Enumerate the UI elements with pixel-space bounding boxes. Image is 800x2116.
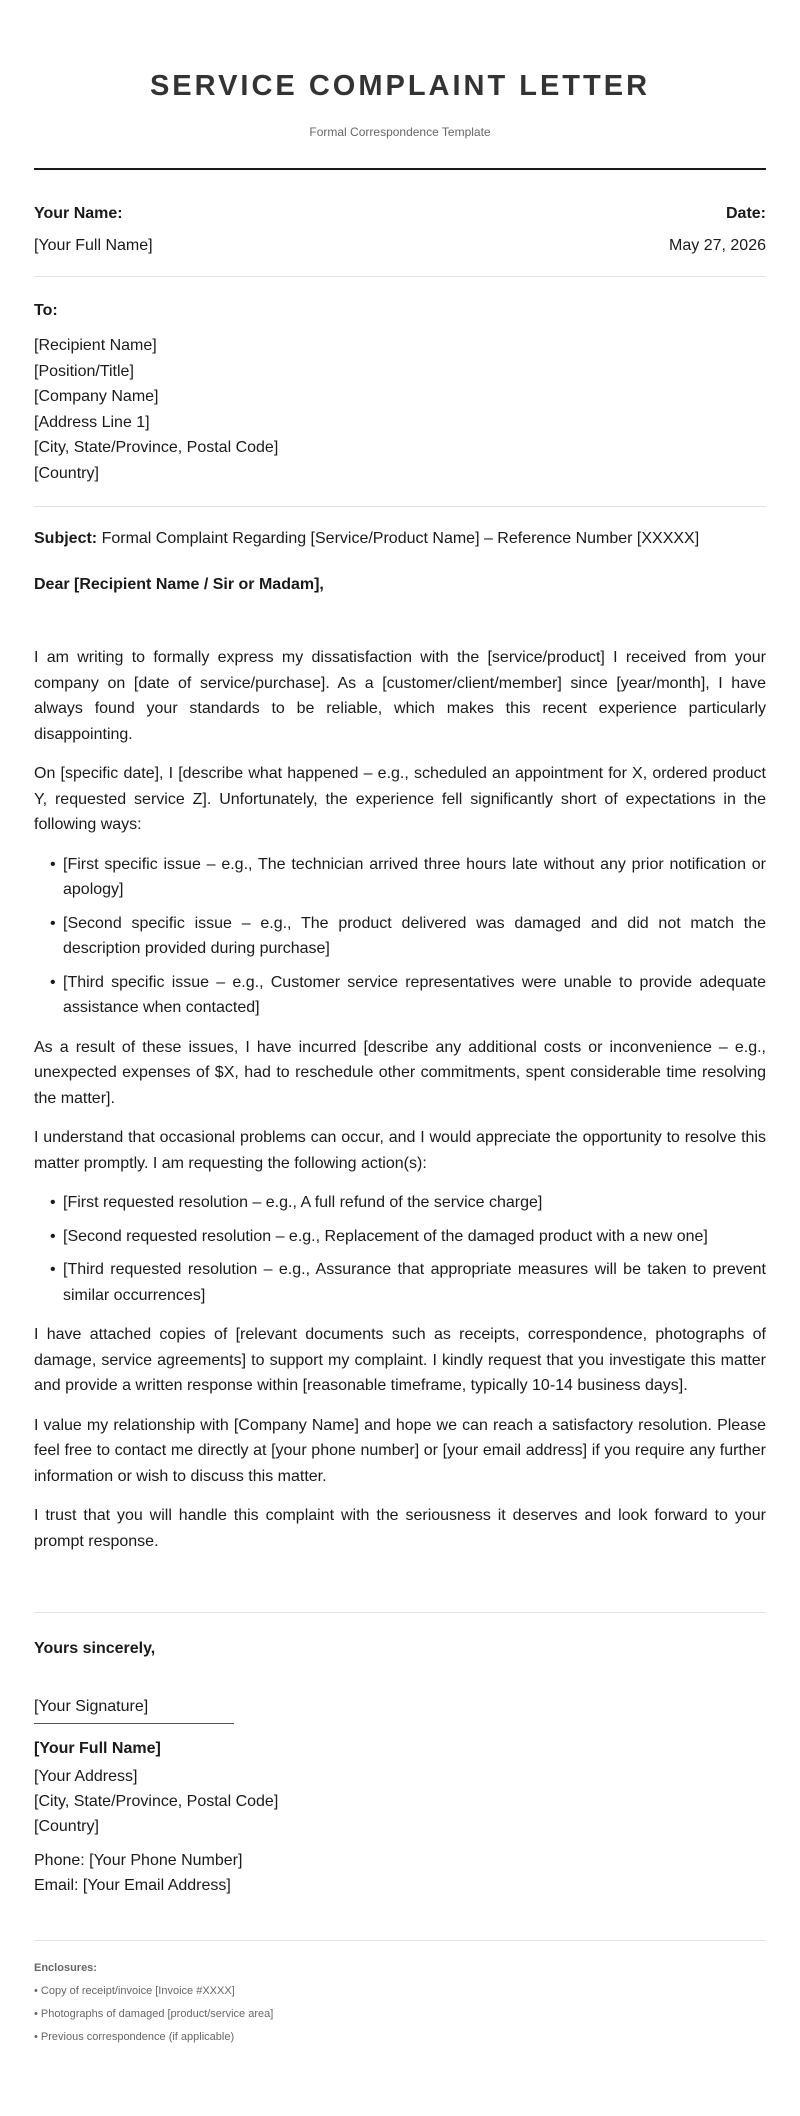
bullet-glyph: • <box>50 914 56 932</box>
date-label: Date: <box>725 205 766 222</box>
recipient-address-line: [Address Line 1] <box>34 413 150 431</box>
enclosure-item: • Photographs of damaged [product/service area] <box>34 2008 274 2020</box>
issue-text: [Second specific issue – e.g., The product delivered was damaged and did not match the description provided during purchase] <box>63 914 766 957</box>
sender-country: [Country] <box>34 1818 99 1835</box>
body-paragraph: As a result of these issues, I have incurred [describe any additional costs or inconvenience – e.g., unexpected expenses of $X, had to reschedule other commitments, spent considerable time resolving the matter]. <box>34 1038 766 1107</box>
page-subtitle: Formal Correspondence Template <box>309 125 491 139</box>
list-item <box>50 1257 766 1308</box>
issue-text: [First specific issue – e.g., The technician arrived three hours late without any prior notification or apology] <box>63 855 766 898</box>
letter-body <box>34 645 766 1554</box>
recipient-position: [Position/Title] <box>34 362 134 380</box>
subject-line <box>34 529 766 549</box>
sender-phone: Phone: [Your Phone Number] <box>34 1852 243 1869</box>
bullet-glyph: • <box>50 1227 56 1245</box>
recipient-name: [Recipient Name] <box>34 337 157 354</box>
body-paragraph: I have attached copies of [relevant documents such as receipts, correspondence, photographs of damage, service agreements] to support my complaint. I kindly request that you investigate this matter and provide a written response within [reasonable timeframe, typically 10-14 business days]. <box>34 1326 766 1394</box>
subject-text: Formal Complaint Regarding [Service/Product Name] – Reference Number [XXXXX] <box>101 530 700 547</box>
recipient-city: [City, State/Province, Postal Code] <box>34 439 279 456</box>
body-paragraph: I understand that occasional problems can occur, and I would appreciate the opportunity to resolve this matter promptly. I am requesting the following action(s): <box>34 1129 766 1172</box>
resolutions-list <box>34 1190 766 1308</box>
enclosures-title: Enclosures: <box>34 1962 97 1974</box>
issue-text: [Third specific issue – e.g., Customer service representatives were unable to provide adequate assistance when contacted] <box>63 973 766 1016</box>
list-item <box>50 1224 766 1250</box>
bullet-glyph: • <box>50 1194 56 1211</box>
sender-address <box>34 1764 766 1839</box>
letter-header <box>34 0 766 140</box>
list-item <box>50 852 766 903</box>
sender-email: Email: [Your Email Address] <box>34 1877 231 1894</box>
enclosures-block <box>34 1961 766 2044</box>
section-divider <box>34 506 766 507</box>
recipient-address <box>34 333 766 486</box>
list-item <box>50 970 766 1021</box>
subject-label: Subject: <box>34 530 98 547</box>
issues-list <box>34 852 766 1021</box>
enclosure-item: • Copy of receipt/invoice [Invoice #XXXX] <box>34 1985 235 1997</box>
list-item <box>50 911 766 962</box>
section-divider <box>34 276 766 277</box>
enclosure-item: • Previous correspondence (if applicable) <box>34 2031 235 2043</box>
bullet-glyph: • <box>50 855 56 873</box>
date-block <box>669 204 766 256</box>
page-title: SERVICE COMPLAINT LETTER <box>149 70 651 102</box>
body-paragraph: I trust that you will handle this complaint with the seriousness it deserves and look forward to your prompt response. <box>34 1507 766 1550</box>
sender-contact <box>34 1848 766 1898</box>
resolution-text: [Second requested resolution – e.g., Replacement of the damaged product with a new one] <box>63 1227 708 1245</box>
signature-line: [Your Signature] <box>34 1697 234 1724</box>
body-paragraph: I am writing to formally express my dissatisfaction with the [service/product] I received from your company on [date of service/purchase]. As a [customer/client/member] since [year/month], I have always found your standards to be reliable, which makes this recent experience particularly disappointing. <box>34 649 766 743</box>
bullet-glyph: • <box>50 973 56 991</box>
recipient-block <box>34 301 766 486</box>
resolution-text: [Third requested resolution – e.g., Assurance that appropriate measures will be taken to prevent similar occurrences] <box>63 1261 766 1304</box>
section-divider <box>34 1940 766 1941</box>
sender-name-block <box>34 204 153 256</box>
recipient-country: [Country] <box>34 464 99 482</box>
your-name-label: Your Name: <box>34 205 123 222</box>
recipient-label: To: <box>34 302 58 319</box>
your-name-value: [Your Full Name] <box>34 237 153 254</box>
list-item <box>50 1190 766 1216</box>
sender-date-row <box>34 204 766 256</box>
recipient-company: [Company Name] <box>34 388 159 405</box>
sender-city: [City, State/Province, Postal Code] <box>34 1793 279 1810</box>
body-paragraph: I value my relationship with [Company Name] and hope we can reach a satisfactory resolution. Please feel free to contact me directly at [your phone number] or [your email address] if you require any further information or wish to discuss this matter. <box>34 1416 766 1485</box>
resolution-text: [First requested resolution – e.g., A full refund of the service charge] <box>63 1194 543 1211</box>
date-value: May 27, 2026 <box>669 237 766 254</box>
sender-address-line: [Your Address] <box>34 1768 138 1785</box>
closing-sign-off: Yours sincerely, <box>34 1640 156 1657</box>
salutation: Dear [Recipient Name / Sir or Madam], <box>34 576 324 593</box>
sender-full-name: [Your Full Name] <box>34 1740 161 1757</box>
body-paragraph: On [specific date], I [describe what happened – e.g., scheduled an appointment for X, ordered product Y, requested service Z]. Unfortunately, the experience fell significantly short of expectations in the following ways: <box>34 765 766 833</box>
header-divider <box>34 168 766 170</box>
bullet-glyph: • <box>50 1261 56 1278</box>
section-divider <box>34 1612 766 1613</box>
